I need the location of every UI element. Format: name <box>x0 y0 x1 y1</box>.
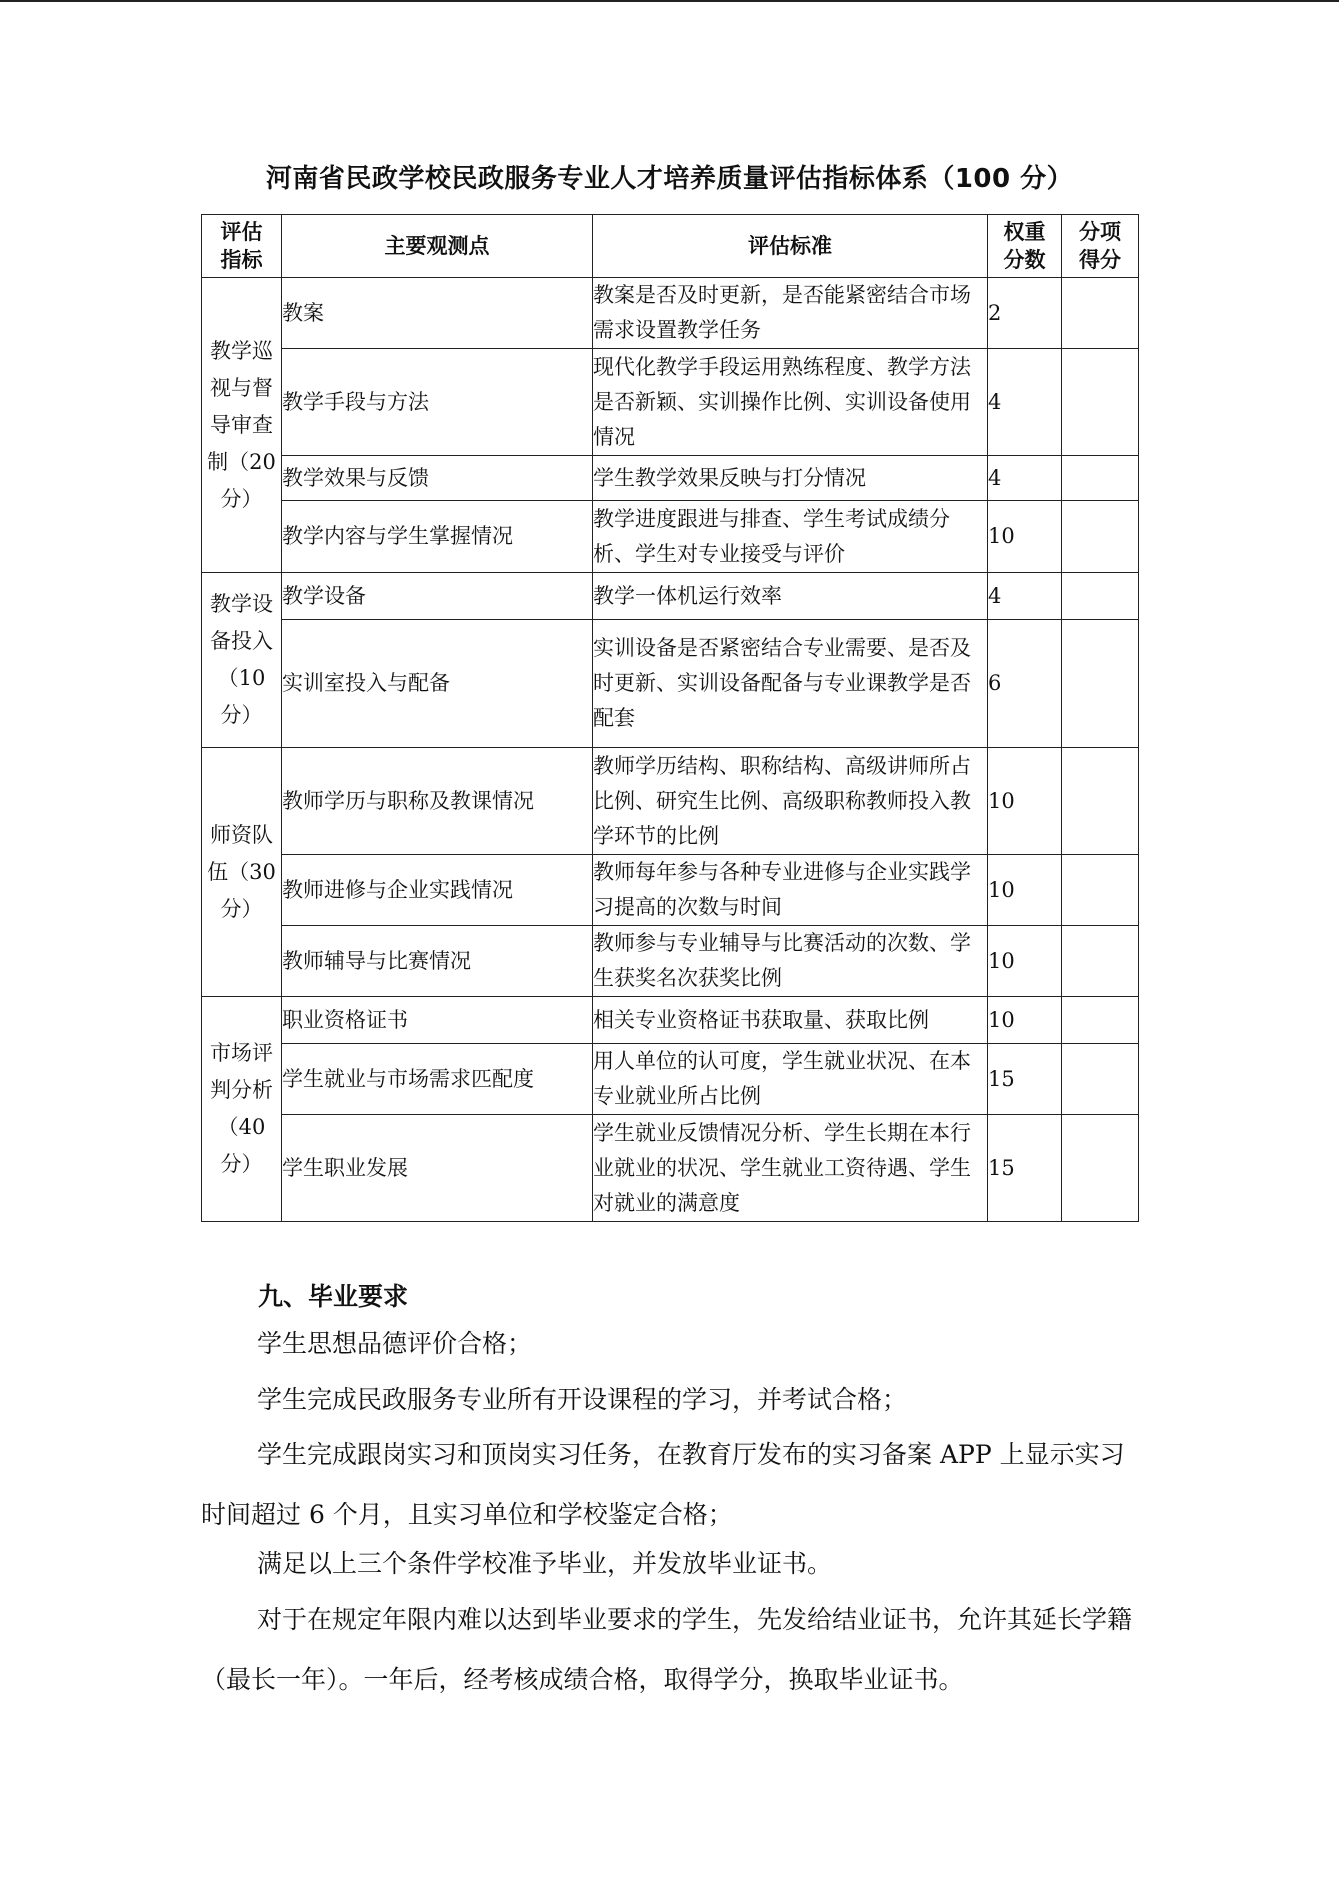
evaluation-standard: 教学一体机运行效率 <box>593 573 988 620</box>
weight-value: 6 <box>988 620 1062 748</box>
evaluation-standard: 学生就业反馈情况分析、学生长期在本行业就业的状况、学生就业工资待遇、学生对就业的满意度 <box>593 1115 988 1222</box>
score-cell <box>1062 855 1139 926</box>
requirement-paragraph: 学生思想品德评价合格； <box>257 1329 533 1358</box>
score-cell <box>1062 926 1139 997</box>
evaluation-standard: 教师每年参与各种专业进修与企业实践学习提高的次数与时间 <box>593 855 988 926</box>
score-cell <box>1062 1044 1139 1115</box>
requirement-paragraph: 对于在规定年限内难以达到毕业要求的学生，先发给结业证书，允许其延长学籍（最长一年）。一年后，经考核成绩合格，取得学分，换取毕业证书。 <box>201 1605 1133 1694</box>
table-row <box>202 926 1139 997</box>
observation-point: 教学效果与反馈 <box>282 456 593 501</box>
weight-value: 10 <box>988 501 1062 573</box>
evaluation-standard: 现代化教学手段运用熟练程度、教学方法是否新颖、实训操作比例、实训设备使用情况 <box>593 349 988 456</box>
evaluation-standard: 用人单位的认可度，学生就业状况、在本专业就业所占比例 <box>593 1044 988 1115</box>
weight-value: 10 <box>988 997 1062 1044</box>
header-observation-point: 主要观测点 <box>282 215 593 278</box>
observation-point: 教师进修与企业实践情况 <box>282 855 593 926</box>
score-cell <box>1062 620 1139 748</box>
score-cell <box>1062 748 1139 855</box>
header-indicator: 评估 指标 <box>202 215 282 278</box>
indicator-cell: 教学设备投入（10分） <box>202 573 282 748</box>
weight-value: 4 <box>988 573 1062 620</box>
weight-value: 10 <box>988 855 1062 926</box>
observation-point: 实训室投入与配备 <box>282 620 593 748</box>
observation-point: 职业资格证书 <box>282 997 593 1044</box>
score-cell <box>1062 278 1139 349</box>
score-cell <box>1062 1115 1139 1222</box>
weight-value: 4 <box>988 349 1062 456</box>
page-top-border <box>0 0 1339 2</box>
evaluation-standard: 学生教学效果反映与打分情况 <box>593 456 988 501</box>
observation-point: 教师学历与职称及教课情况 <box>282 748 593 855</box>
score-cell <box>1062 573 1139 620</box>
observation-point: 教学内容与学生掌握情况 <box>282 501 593 573</box>
observation-point: 学生就业与市场需求匹配度 <box>282 1044 593 1115</box>
evaluation-standard: 相关专业资格证书获取量、获取比例 <box>593 997 988 1044</box>
score-cell <box>1062 501 1139 573</box>
evaluation-standard: 教师参与专业辅导与比赛活动的次数、学生获奖名次获奖比例 <box>593 926 988 997</box>
table-row <box>202 573 1139 620</box>
requirement-paragraph: 满足以上三个条件学校准予毕业，并发放毕业证书。 <box>257 1549 833 1578</box>
table-row <box>202 349 1139 456</box>
evaluation-standard: 教师学历结构、职称结构、高级讲师所占比例、研究生比例、高级职称教师投入教学环节的比例 <box>593 748 988 855</box>
table-row <box>202 278 1139 349</box>
observation-point: 教师辅导与比赛情况 <box>282 926 593 997</box>
weight-value: 4 <box>988 456 1062 501</box>
observation-point: 教学设备 <box>282 573 593 620</box>
section-heading: 九、毕业要求 <box>258 1282 409 1311</box>
score-cell <box>1062 997 1139 1044</box>
weight-value: 15 <box>988 1115 1062 1222</box>
table-row <box>202 1044 1139 1115</box>
table-row <box>202 1115 1139 1222</box>
table-row <box>202 748 1139 855</box>
observation-point: 教学手段与方法 <box>282 349 593 456</box>
evaluation-standard: 教学进度跟进与排查、学生考试成绩分析、学生对专业接受与评价 <box>593 501 988 573</box>
table-row <box>202 855 1139 926</box>
weight-value: 2 <box>988 278 1062 349</box>
table-row <box>202 997 1139 1044</box>
requirement-paragraph: 学生完成民政服务专业所有开设课程的学习，并考试合格； <box>257 1385 908 1414</box>
indicator-cell: 教学巡视与督导审查制（20分） <box>202 278 282 573</box>
header-score: 分项 得分 <box>1062 215 1139 278</box>
header-evaluation-standard: 评估标准 <box>593 215 988 278</box>
weight-value: 10 <box>988 926 1062 997</box>
document-title: 河南省民政学校民政服务专业人才培养质量评估指标体系（100 分） <box>265 164 1074 194</box>
requirement-paragraph: 学生完成跟岗实习和顶岗实习任务，在教育厅发布的实习备案 APP 上显示实习时间超过 6 个月，且实习单位和学校鉴定合格； <box>201 1440 1125 1529</box>
score-cell <box>1062 456 1139 501</box>
observation-point: 学生职业发展 <box>282 1115 593 1222</box>
score-cell <box>1062 349 1139 456</box>
table-row <box>202 456 1139 501</box>
indicator-cell: 市场评判分析（40分） <box>202 997 282 1222</box>
observation-point: 教案 <box>282 278 593 349</box>
indicator-cell: 师资队伍（30分） <box>202 748 282 997</box>
table-header-row <box>202 215 1139 278</box>
evaluation-standard: 教案是否及时更新，是否能紧密结合市场需求设置教学任务 <box>593 278 988 349</box>
evaluation-table <box>201 214 1139 1222</box>
header-weight: 权重 分数 <box>988 215 1062 278</box>
evaluation-standard: 实训设备是否紧密结合专业需要、是否及时更新、实训设备配备与专业课教学是否配套 <box>593 620 988 748</box>
weight-value: 10 <box>988 748 1062 855</box>
table-row <box>202 620 1139 748</box>
weight-value: 15 <box>988 1044 1062 1115</box>
table-row <box>202 501 1139 573</box>
